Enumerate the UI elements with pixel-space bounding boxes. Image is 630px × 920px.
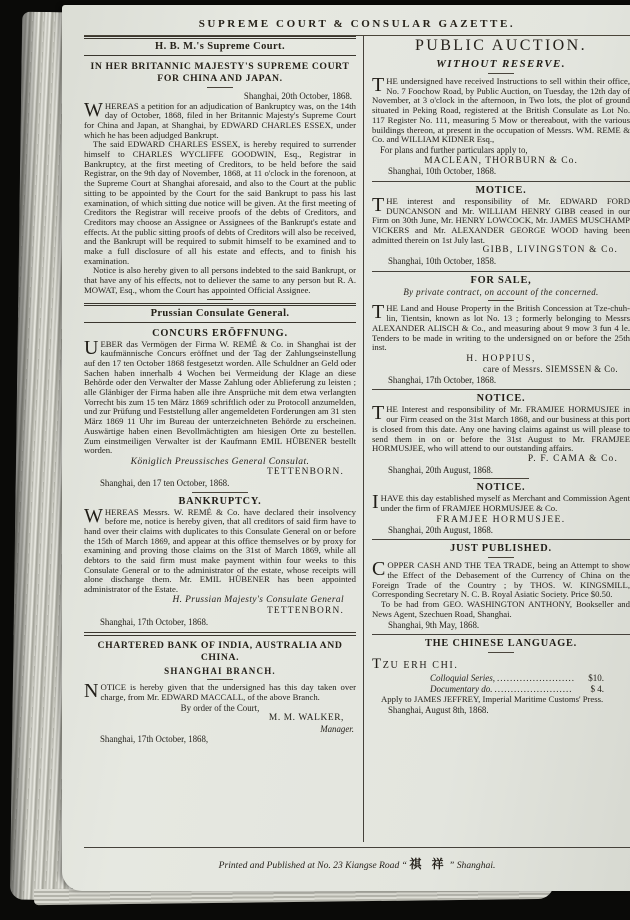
imprint-post: ” Shanghai.: [449, 860, 496, 871]
paragraph: Apply to JAMES JEFFREY, Imperial Maritime Customs' Press.: [381, 694, 604, 705]
auction-title: PUBLIC AUCTION.: [414, 37, 587, 54]
drop-cap: T: [372, 193, 385, 216]
bank-dateline: Shanghai, 17th October, 1868,: [100, 734, 209, 745]
rule: [372, 389, 630, 390]
paragraph-text: OTICE is hereby given that the undersigned has this day taken over charge, from Mr. EDWARD MACCALL, of the above Branch.: [100, 682, 356, 703]
masthead-title: SUPREME COURT & CONSULAR GAZETTE.: [84, 14, 630, 36]
gibb-livingston-notice: [372, 185, 630, 267]
concurs-title: CONCURS ERÖFFNUNG.: [152, 327, 288, 339]
published-title: JUST PUBLISHED.: [450, 543, 552, 555]
paragraph: [372, 301, 630, 353]
series-label: Colloquial Series,: [430, 673, 495, 684]
drop-cap: I: [372, 491, 379, 514]
signature-role: Manager.: [320, 724, 354, 735]
paragraph: [372, 193, 630, 246]
notice-dateline: Shanghai, 20th August, 1868.: [388, 524, 494, 535]
paragraph-text: HE Land and House Property in the British Concession at Tze-chuh-lin, Tientsin, known as lot No. 13 ; formerly belonging to Messrs ALEXANDER ALISCH & Co., and measuring about 9 mow 3 fun 4 le. Tenders to be made in writing to the undersigned on or before the 25th inst.: [372, 303, 630, 353]
paragraph: [84, 504, 356, 595]
dot-leader: ........................: [497, 673, 575, 684]
rule: [473, 478, 529, 479]
drop-cap: W: [84, 504, 103, 527]
supreme-court-section-head: H. B. M.'s Supreme Court.: [84, 36, 356, 56]
auction-dateline: Shanghai, 10th October, 1868.: [388, 166, 497, 177]
paragraph: [372, 491, 630, 514]
paragraph-text: EBER das Vermögen der Firma W. REMÉ & Co. in Shanghai ist der kaufmännische Concurs eröffnet und der Tag der Zahlungseinstellung auf den 17 ten October 1868 festgesetzt worden. Alle Schuldner an Geld oder Sachen haben innerhalb 4 Wochen bei Vermeidung der Klage an diese Behörde oder den Verwalter der Masse Zahlung oder Ablieferung zu leisten ; alle Glänbiger der Firma haben alle ihre Ansprüche mit dem etwa verlangten Vorrecht bis zum 15 ten März 1869 schriftlich oder zu Protocoll anzumelden, und zur Prüfung und Feststellung aller angemeldeten Forderungen am 31 sten März 1869 11 Uhr im Bureau der unterzeichneten Behörde zu erscheinen. Auswärtige haben einen Bevollmächtigten am hiesigen Orte zu bestellen. Zum einstmeiligen Verwalter ist der Kaufmann EMIL HÜBENER bestellt worden.: [84, 338, 356, 456]
drop-cap: T: [372, 402, 385, 425]
notice-title: MOTICE.: [475, 184, 527, 196]
notice-firm: FRAMJEE HORMUSJEE.: [436, 513, 566, 525]
concurs-eroeffnung-article: [84, 328, 356, 493]
paragraph: [84, 98, 356, 141]
price-row: [372, 673, 630, 684]
subtitle-text: ZU ERH CHI.: [382, 660, 459, 672]
imprint-pre: Printed and Published at No. 23 Kiangse Road “: [218, 860, 408, 871]
signature-office: H. Prussian Majesty's Consulate General: [172, 594, 344, 605]
paragraph-text: HAVE this day established myself as Merchant and Commission Agent under the firm of FRAMJEE HORMUSJEE & Co.: [380, 493, 630, 514]
drop-cap: T: [372, 656, 383, 673]
forsale-subtitle: By private contract, on account of the concerned.: [403, 286, 599, 297]
paragraph: [372, 74, 630, 145]
auction-subtitle: WITHOUT RESERVE.: [436, 58, 566, 70]
chartered-bank-notice: [84, 640, 356, 744]
by-order-line: By order of the Court,: [180, 702, 260, 713]
notice-title: NOTICE.: [476, 393, 526, 405]
paragraph: To be had from GEO. WASHINGTON ANTHONY, Bookseller and News Agent, Szechuen Road, Shanghai.: [372, 599, 630, 619]
paragraph: The said EDWARD CHARLES ESSEX, is hereby required to surrender himself to CHARLES WYCLIFFE GOODWIN, Esq., Registrar in Bankruptcy, at the first meeting of Creditors, to be held before the said Registrar, on the 9th day of November, 1868, at 11 o'clock in the forenoon, at the Supreme Court at Shanghai aforesaid, and also to the Court at the public sitting to be appointed by the Court for the said Bankrupt to pass his last examination, of which sitting due notice will be given. At the first meeting of Creditors the Registrar will receive proofs of the debts of Creditors, and Creditors may choose an Assignee or Assignees of the Bankrupt's estate and effects. At the public sitting proofs of debts of Creditors will also be received, and the Bankrupt will be required to submit himself to be examined and to make a full disclosure of all his estate and effects, and to finish his examination.: [84, 139, 356, 266]
bank-branch: SHANGHAI BRANCH.: [164, 666, 276, 677]
paragraph: [372, 402, 630, 454]
drop-cap: U: [84, 336, 99, 359]
rule: [488, 73, 514, 74]
for-sale-ad: [372, 275, 630, 386]
imprint-line: [84, 848, 630, 872]
right-column: [364, 36, 630, 842]
rule: [207, 679, 233, 680]
court-article-title: IN HER BRITANNIC MAJESTY'S SUPREME COURT FOR CHINA AND JAPAN.: [90, 61, 350, 84]
bank-title: CHARTERED BANK OF INDIA, AUSTRALIA AND CHINA.: [97, 640, 343, 663]
apply-line: For plans and further particulars apply to,: [380, 144, 528, 155]
just-published-ad: [372, 543, 630, 630]
paragraph: [84, 336, 356, 456]
published-dateline: Shanghai, 9th May, 1868.: [388, 619, 480, 630]
paragraph-text: HE interest and responsibility of Mr. EDWARD FORD DUNCANSON and Mr. WILLIAM HENRY GIBB ceased in our Firm on 30th June, Mr. HENRY LOWCOCK, Mr. JAMES MUSCHAMP VICKERS and Mr. ALEXANDER GEORGE WOOD having been admitted therein on 1st July last.: [372, 195, 630, 245]
paragraph: [84, 680, 356, 703]
notice-title: NOTICE.: [476, 482, 526, 494]
chinese-seal-characters: 祺 祥: [409, 857, 447, 871]
page-content: [62, 5, 630, 872]
auction-firm: MACLEAN, THORBURN & Co.: [424, 155, 578, 167]
rule: [372, 634, 630, 635]
forsale-dateline: Shanghai, 17th October, 1868.: [388, 374, 497, 385]
signature-name: TETTENBORN.: [267, 467, 344, 477]
forsale-care-of: care of Messrs. SIEMSSEN & Co.: [482, 363, 618, 374]
forsale-title: FOR SALE,: [470, 274, 532, 286]
signature-name: TETTENBORN.: [267, 605, 344, 616]
paragraph: [372, 558, 630, 600]
drop-cap: C: [372, 558, 386, 581]
rule: [84, 632, 356, 636]
paragraph-text: HE undersigned have received Instructions to sell within their office, No. 7 Foochow Road, by Public Auction, on Tuesday, the 12th day of November, at 3 o'clock in the afternoon, in Two lots, the plot of ground situated in Peking Road, registered at the British Consulate as Lot No. 117 Register No. 111, measuring 5 Mow or thereabout, with the various buildings thereon, at present in the occupation of Messrs. WM. REME & Co. and WILLIAM KIDNER Esq.,: [372, 76, 630, 145]
bankruptcy-notice-article: [84, 496, 356, 628]
tzu-erh-chi-line: [372, 656, 630, 673]
paragraph-text: HEREAS a petition for an adjudication of Bankruptcy was, on the 14th day of October, 1868, filed in her Britannic Majesty's Supreme Court for China and Japan, at Shanghai, by EDWARD CHARLES ESSEX, under which he has been adjudged Bankrupt.: [84, 100, 356, 140]
prussian-consulate-section-head: Prussian Consulate General.: [84, 303, 356, 323]
rule: [488, 557, 514, 558]
drop-cap: W: [84, 98, 103, 121]
paragraph-text: OPPER CASH AND THE TEA TRADE, being an Attempt to show the Effect of the Debasement of the Currency of China on the Foreign Trade of the Country ; by THOS. W. KINGSMILL, Corresponding Secretary N. C. B. Royal Asiatic Society. Price $0.50.: [372, 560, 630, 600]
two-column-layout: [84, 36, 630, 842]
notice-firm: P. F. CAMA & Co.: [527, 453, 618, 464]
gazette-page: [62, 5, 630, 891]
rule: [372, 539, 630, 540]
rule: [207, 87, 233, 88]
signature-office: Königlich Preussisches General Consulat.: [130, 456, 310, 467]
bankruptcy-adjudication-article: [84, 61, 356, 300]
drop-cap: T: [372, 301, 385, 324]
series-price: $10.: [588, 673, 604, 684]
rule: [192, 492, 248, 493]
chinese-language-ad: [372, 638, 630, 715]
series-label: Documentary do.: [430, 684, 493, 695]
rule: [207, 299, 233, 300]
rule: [372, 271, 630, 272]
cama-notice: [372, 393, 630, 475]
rule: [372, 181, 630, 182]
bankruptcy-dateline: Shanghai, 17th October, 1868.: [100, 616, 209, 627]
left-column: [84, 36, 364, 842]
notice-firm: GIBB, LIVINGSTON & Co.: [482, 245, 618, 256]
series-price: $ 4.: [590, 684, 604, 695]
drop-cap: N: [84, 680, 99, 703]
bankruptcy-title: BANKRUPTCY.: [178, 495, 262, 507]
chinese-title: THE CHINESE LANGUAGE.: [424, 638, 578, 650]
signature-name: M. M. WALKER,: [268, 713, 344, 724]
paragraph: Notice is also hereby given to all persons indebted to the said Bankrupt, or that have any of his effects, not to deliever the same to any person but R. A. MOWAT, Esq., whom the Court has appointed Official Assignee.: [84, 265, 356, 295]
notice-dateline: Shanghai, 10th October, 1858.: [388, 256, 497, 267]
paragraph-text: HE Interest and responsibility of Mr. FRAMJEE HORMUSJEE in our Firm ceased on the 31st March 1868, and our business at this port is closed from this date. Any one having claims against us will please to send them in on or before the 31st August to Mr. FRAMJEE HORMUSJEE, who will attend to our outstanding affairs.: [372, 404, 630, 454]
court-dateline: Shanghai, 20th October, 1868.: [243, 91, 352, 101]
framjee-notice: [372, 482, 630, 535]
forsale-name: H. HOPPIUS,: [466, 352, 536, 364]
rule: [488, 652, 514, 653]
paragraph-text: HEREAS Messrs. W. REMÉ & Co. have declared their insolvency before me, notice is hereby given, that all creditors of said firm have to hand over their claims with duplicates to this Consulate General on or before the 15th of March 1869, and appear at this office themselves or by proxy for examining and proving those claims on the 31st of March 1869, while all debtors to the said firm must make payment within four weeks to this Consulate General or to the administrator of the estate, whose receipts will alone discharge them. Mr. EMIL HÜBENER has been appointed administrator of the Estate.: [84, 506, 356, 595]
dot-leader: ........................: [494, 684, 573, 695]
drop-cap: T: [372, 74, 385, 96]
chinese-dateline: Shanghai, August 8th, 1868.: [388, 704, 489, 715]
public-auction-ad: [372, 37, 630, 177]
notice-dateline: Shanghai, 20th August, 1868.: [388, 464, 494, 475]
rule: [488, 300, 514, 301]
concurs-dateline: Shanghai, den 17 ten October, 1868.: [100, 478, 230, 488]
